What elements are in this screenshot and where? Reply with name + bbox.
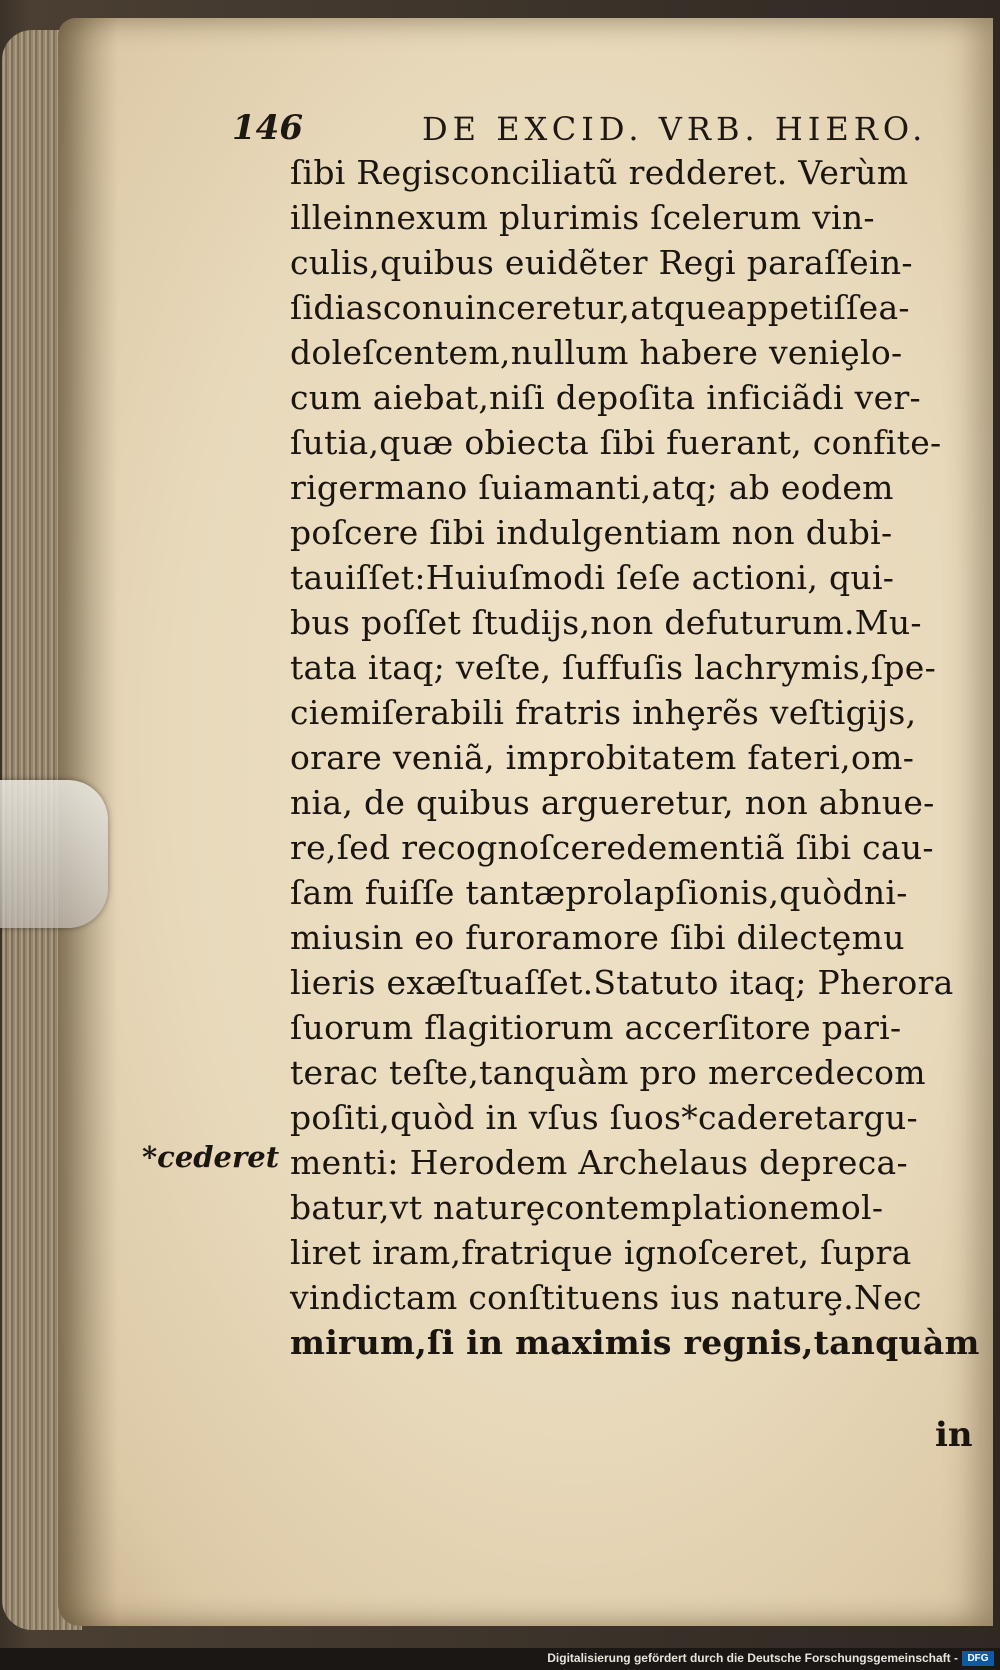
text-block	[290, 150, 980, 1365]
text-line: re,ſed recognoſceredementiã ſibi cau-	[290, 828, 934, 867]
page-clip	[0, 780, 108, 928]
text-line: ciemiſerabili fratris inhȩrẽs veſtigijs,	[290, 693, 917, 732]
text-line: poſiti,quòd in vſus ſuos*caderetargu-	[290, 1098, 918, 1137]
text-line: terac teſte,tanquàm pro mercedecom	[290, 1053, 926, 1092]
text-line: illeinnexum plurimis ſcelerum vin-	[290, 198, 875, 237]
text-line: ſutia,quæ obiecta ſibi fuerant, confite-	[290, 423, 942, 462]
text-line: mirum,ſi in maximis regnis,tanquàm	[290, 1323, 980, 1362]
text-line: cum aiebat,niſi depoſita inficiãdi ver-	[290, 378, 921, 417]
text-line: vindictam conſtituens ius naturȩ.Nec	[290, 1278, 922, 1317]
text-line: tata itaq; veſte, ſuffuſis lachrymis,ſpe-	[290, 648, 937, 687]
text-line: miusin eo furoramore ſibi dilectȩmu	[290, 918, 905, 957]
text-line: culis,quibus euidẽter Regi paraſſein-	[290, 243, 913, 282]
text-line: doleſcentem,nullum habere veniȩlo-	[290, 333, 903, 372]
text-line: ſam fuiſſe tantæprolapſionis,quòdni-	[290, 873, 908, 912]
text-line: poſcere ſibi indulgentiam non dubi-	[290, 513, 893, 552]
text-line: liret iram,fratrique ignoſceret, ſupra	[290, 1233, 912, 1272]
text-line: ſuorum flagitiorum accerſitore pari-	[290, 1008, 902, 1047]
margin-note: *cederet	[142, 1140, 280, 1174]
catchword: in	[935, 1415, 973, 1455]
running-head: DE EXCID. VRB. HIERO.	[422, 110, 928, 148]
text-line: ſidiasconuinceretur,atqueappetiſſea-	[290, 288, 910, 327]
page-number: 146	[232, 108, 303, 148]
text-line: batur,vt naturȩcontemplationemol-	[290, 1188, 884, 1227]
dfg-logo-icon: DFG	[962, 1651, 994, 1666]
text-line: bus poſſet ſtudijs,non defuturum.Mu-	[290, 603, 922, 642]
text-line: nia, de quibus argueretur, non abnue-	[290, 783, 935, 822]
text-line: ſibi Regisconciliatũ redderet. Verùm	[290, 153, 909, 192]
text-line: tauiſſet:Huiuſmodi ſeſe actioni, qui-	[290, 558, 895, 597]
text-line: lieris exæſtuaſſet.Statuto itaq; Pherora	[290, 963, 954, 1002]
text-line: menti: Herodem Archelaus depreca-	[290, 1143, 908, 1182]
text-line: rigermano ſuiamanti,atq; ab eodem	[290, 468, 894, 507]
page-header	[232, 108, 928, 148]
text-line: orare veniã, improbitatem fateri,om-	[290, 738, 915, 777]
digitization-credit: Digitalisierung gefördert durch die Deutsche Forschungsgemeinschaft -	[547, 1651, 958, 1665]
